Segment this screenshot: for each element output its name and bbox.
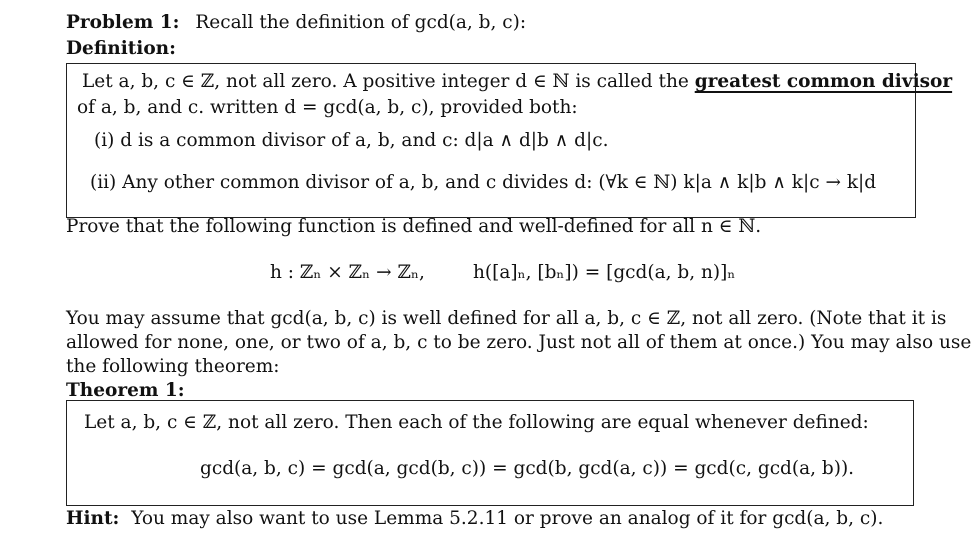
hint-line [66, 508, 883, 530]
definition-line-2: of a, b, and c. written d = gcd(a, b, c), provided both: [77, 97, 578, 118]
problem-intro: Recall the definition of gcd(a, b, c): [195, 12, 527, 33]
assume-line-2: allowed for none, one, or two of a, b, c to be zero. Just not all of them at once.) You may also use [66, 332, 972, 353]
assume-line-3: the following theorem: [66, 356, 280, 377]
theorem-formula: gcd(a, b, c) = gcd(a, gcd(b, c)) = gcd(b, gcd(a, c)) = gcd(c, gcd(a, b)). [200, 458, 855, 479]
definition-item-1: (i) d is a common divisor of a, b, and c: d|a ∧ d|b ∧ d|c. [94, 130, 609, 151]
function-definition: h([a]ₙ, [bₙ]) = [gcd(a, b, n)]ₙ [473, 262, 736, 283]
definition-item-2: (ii) Any other common divisor of a, b, and c divides d: (∀k ∈ ℕ) k|a ∧ k|b ∧ k|c → k|d [90, 172, 877, 193]
hint-label: Hint: [66, 508, 120, 529]
definition-heading: Definition: [66, 38, 176, 59]
hint-text: You may also want to use Lemma 5.2.11 or prove an analog of it for gcd(a, b, c). [131, 508, 884, 529]
theorem-line-1: Let a, b, c ∈ ℤ, not all zero. Then each of the following are equal whenever defined: [84, 412, 869, 433]
prove-statement: Prove that the following function is defined and well-defined for all n ∈ ℕ. [66, 216, 762, 237]
definition-text: Let a, b, c ∈ ℤ, not all zero. A positive integer d ∈ ℕ is called the [82, 71, 689, 92]
theorem-heading: Theorem 1: [66, 380, 185, 401]
assume-line-1: You may assume that gcd(a, b, c) is well defined for all a, b, c ∈ ℤ, not all zero. (Note that it is [66, 308, 947, 329]
problem-line [66, 12, 526, 34]
definition-line-1 [82, 71, 952, 93]
function-signature: h : ℤₙ × ℤₙ → ℤₙ, [270, 262, 425, 283]
problem-label: Problem 1: [66, 12, 180, 33]
definition-term: greatest common divisor [694, 71, 953, 92]
